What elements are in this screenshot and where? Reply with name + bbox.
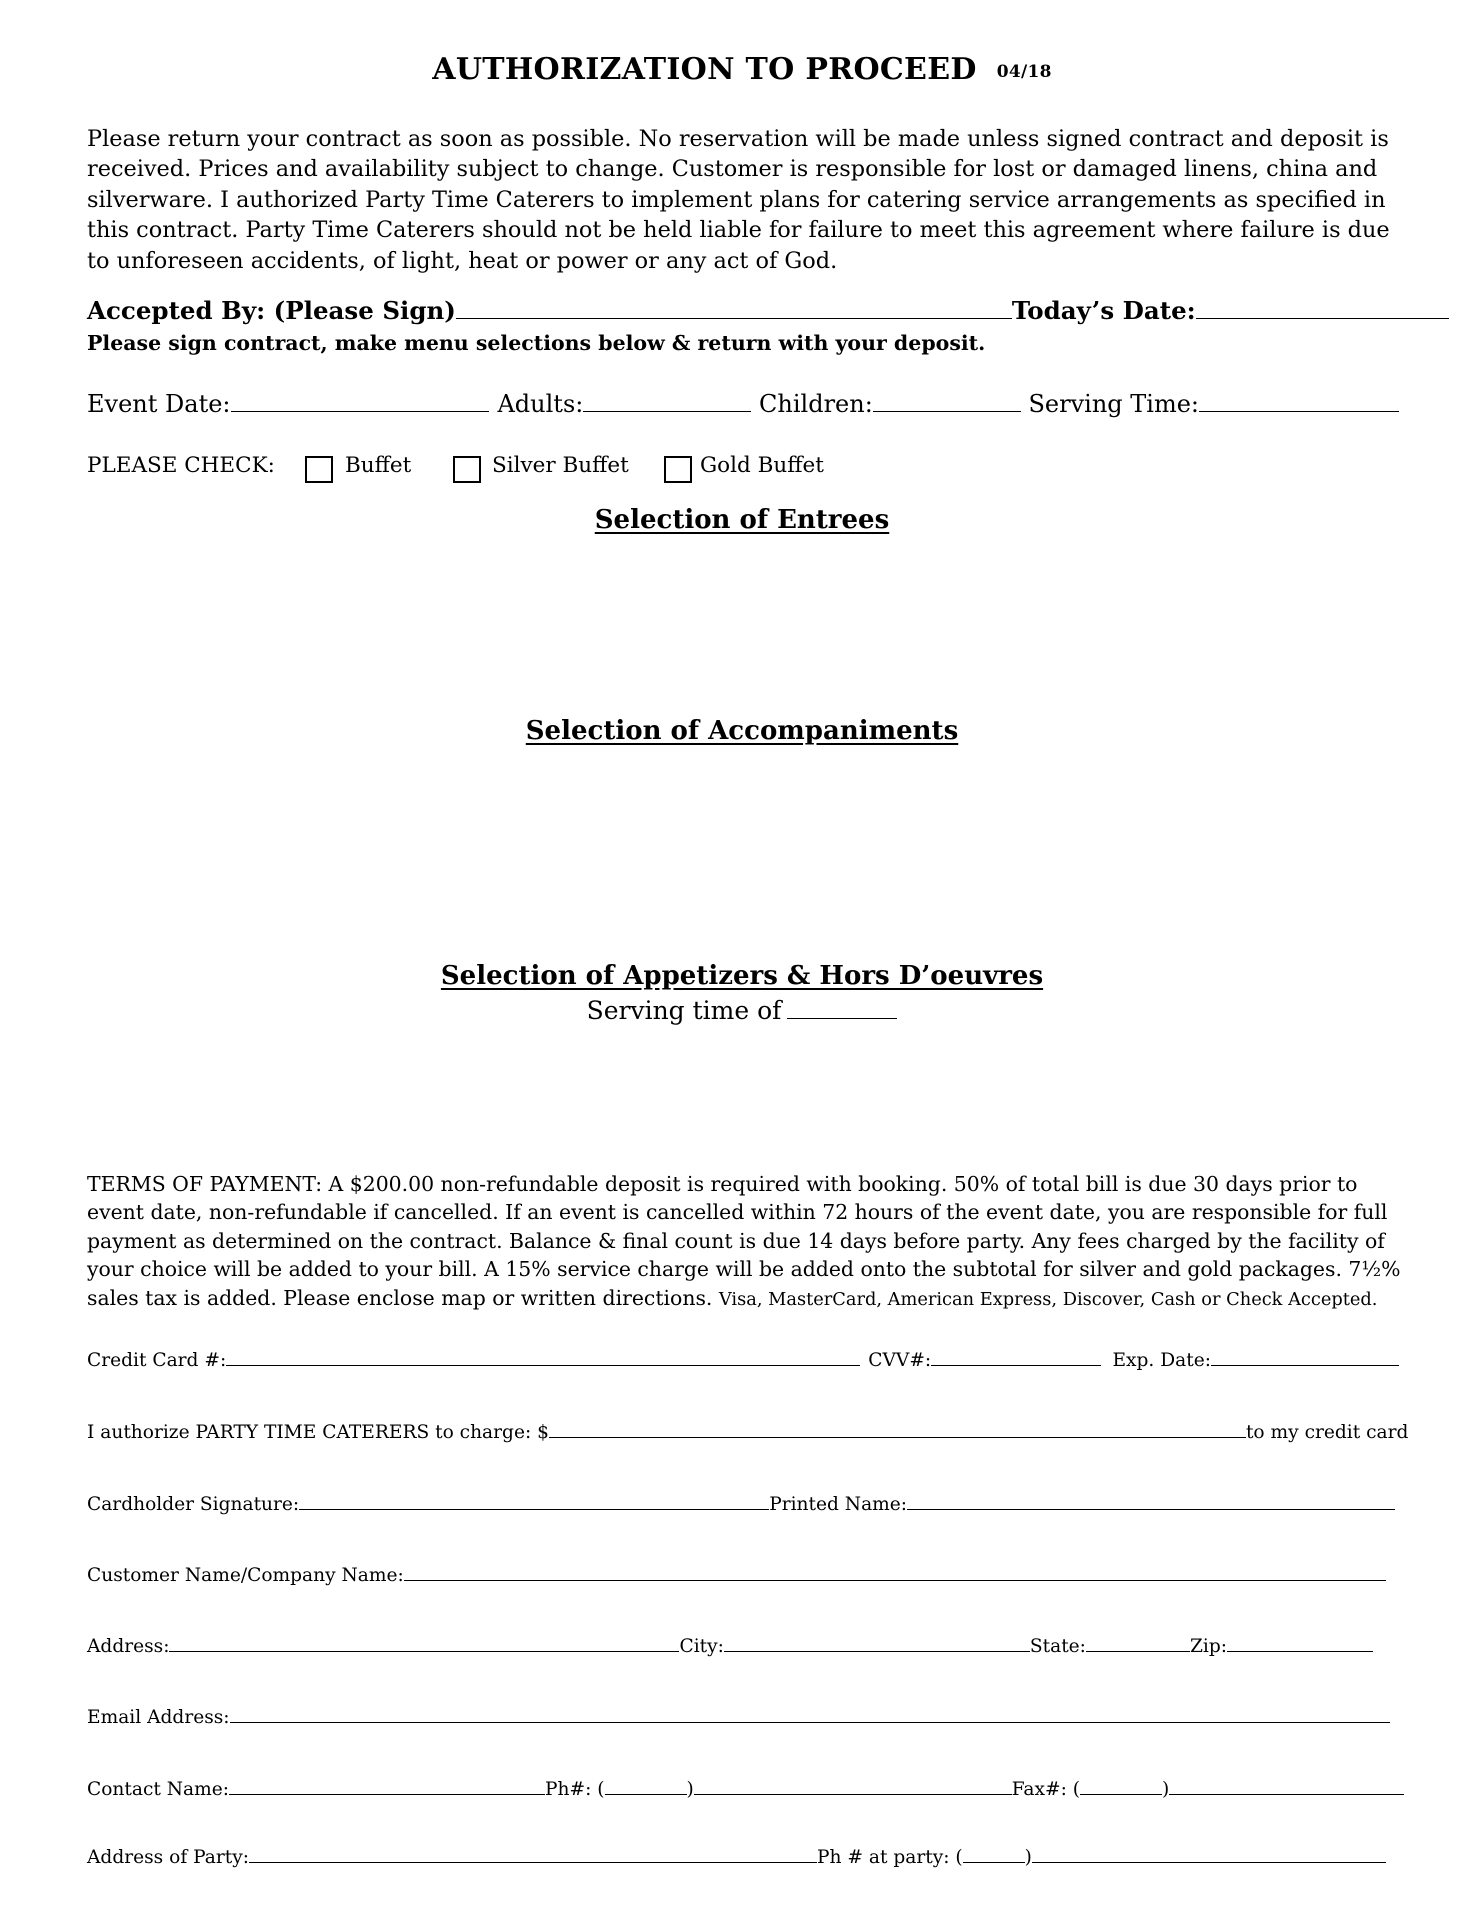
intro-paragraph: Please return your contract as soon as possible. No reservation will be made unless signed contract and deposit is received. Prices and availability subject to change. Customer is responsible for lost or damaged linens, china and silverware. I authorized Party Time Caterers to implement plans for catering service arrangements as specified in this contract. Party Time Caterers should not be held liable for failure to meet this agreement where failure is due to unforeseen accidents, of light, heat or power or any act of God.: [87, 126, 1390, 274]
event-date-label: Event Date:: [87, 390, 231, 418]
buffet-checkbox[interactable]: [305, 456, 333, 483]
phone-area-code-field[interactable]: [605, 1794, 687, 1795]
event-details-row: [87, 390, 1399, 418]
package-selection-row: [87, 453, 987, 487]
cvv-label: CVV#:: [868, 1350, 932, 1371]
gold-buffet-checkbox[interactable]: [664, 456, 692, 483]
cardholder-row: [87, 1494, 1399, 1515]
state-field[interactable]: [1086, 1651, 1190, 1652]
credit-card-label: Credit Card #:: [87, 1350, 227, 1371]
exp-date-label: Exp. Date:: [1112, 1350, 1211, 1371]
zip-field[interactable]: [1227, 1651, 1373, 1652]
appetizers-heading: Selection of Appetizers & Hors D’oeuvres: [440, 961, 1044, 991]
party-address-field[interactable]: [249, 1862, 817, 1863]
credit-card-field[interactable]: [226, 1365, 860, 1366]
silver-buffet-option-label: Silver Buffet: [492, 453, 629, 478]
exp-date-field[interactable]: [1211, 1365, 1399, 1366]
contact-row: [87, 1779, 1399, 1800]
to-credit-card-label: to my credit card: [1245, 1422, 1409, 1443]
city-label: City:: [679, 1636, 724, 1657]
serving-time-line[interactable]: [1199, 411, 1399, 412]
contact-name-field[interactable]: [229, 1794, 545, 1795]
entrees-heading: Selection of Entrees: [594, 505, 890, 535]
please-check-label: PLEASE CHECK:: [87, 453, 275, 478]
phone-paren-close: ): [686, 1779, 694, 1800]
state-label: State:: [1029, 1636, 1086, 1657]
customer-name-field[interactable]: [404, 1580, 1386, 1581]
event-date-line[interactable]: [231, 411, 489, 412]
fax-number-field[interactable]: [1169, 1794, 1404, 1795]
zip-label: Zip:: [1189, 1636, 1227, 1657]
buffet-option-label: Buffet: [345, 453, 412, 478]
form-version: 04/18: [996, 62, 1052, 82]
serving-time-label: Serving Time:: [1028, 390, 1200, 418]
appetizer-serving-time-line[interactable]: [787, 1018, 897, 1019]
terms-text: TERMS OF PAYMENT: A $200.00 non-refundable deposit is required with booking. 50% of total bill is due 30 days prior to event date, non-refundable if cancelled. If an event is cancelled within 72 hours of the event date, you are responsible for full payment as determined on the contract. Balance & final count is due 14 days before party. Any fees charged by the facility of your choice will be added to your bill. A 15% service charge will be added onto the subtotal for silver and gold packages. 7½% sales tax is added. Please enclose map or written directions.: [87, 1172, 1401, 1310]
title-text: AUTHORIZATION TO PROCEED: [432, 52, 977, 87]
serving-time-of-label: Serving time of: [586, 996, 782, 1025]
accepted-by-label: Accepted By: (Please Sign): [87, 296, 456, 325]
todays-date-line[interactable]: [1196, 318, 1449, 319]
ph-at-party-label: Ph # at party: (: [817, 1847, 963, 1868]
email-field[interactable]: [230, 1722, 1390, 1723]
city-field[interactable]: [724, 1651, 1030, 1652]
accepted-payments: Visa, MasterCard, American Express, Discover, Cash or Check Accepted.: [718, 1288, 1378, 1310]
phone-label: Ph#: (: [545, 1779, 605, 1800]
signature-line[interactable]: [456, 318, 1012, 319]
acceptance-row: [87, 296, 1399, 325]
cardholder-signature-field[interactable]: [299, 1509, 769, 1510]
cardholder-signature-label: Cardholder Signature:: [87, 1494, 300, 1515]
customer-name-label: Customer Name/Company Name:: [87, 1565, 404, 1586]
cvv-field[interactable]: [931, 1365, 1101, 1366]
printed-name-label: Printed Name:: [769, 1494, 908, 1515]
party-phone-area-code-field[interactable]: [963, 1862, 1025, 1863]
party-address-label: Address of Party:: [87, 1847, 249, 1868]
address-field[interactable]: [169, 1651, 679, 1652]
fax-paren-close: ): [1162, 1779, 1170, 1800]
fax-label: Fax#: (: [1011, 1779, 1081, 1800]
appetizer-serving-time: [0, 996, 1484, 1025]
sign-note: Please sign contract, make menu selections below & return with your deposit.: [87, 331, 986, 355]
customer-name-row: [87, 1565, 1399, 1586]
gold-buffet-option-label: Gold Buffet: [700, 453, 824, 478]
phone-number-field[interactable]: [694, 1794, 1012, 1795]
party-paren-close: ): [1024, 1847, 1032, 1868]
accompaniments-heading: Selection of Accompaniments: [525, 716, 959, 746]
contact-name-label: Contact Name:: [87, 1779, 230, 1800]
authorize-label: I authorize PARTY TIME CATERERS to charge: $: [87, 1422, 549, 1443]
charge-amount-field[interactable]: [549, 1437, 1246, 1438]
email-row: [87, 1707, 1399, 1728]
children-line[interactable]: [873, 411, 1021, 412]
form-title: [0, 52, 1484, 87]
children-label: Children:: [759, 390, 873, 418]
terms-of-payment: [87, 1170, 1417, 1314]
address-row: [87, 1636, 1399, 1657]
party-phone-number-field[interactable]: [1032, 1862, 1386, 1863]
authorize-charge-row: [87, 1422, 1409, 1443]
email-label: Email Address:: [87, 1707, 230, 1728]
silver-buffet-checkbox[interactable]: [453, 456, 481, 483]
fax-area-code-field[interactable]: [1080, 1794, 1162, 1795]
adults-label: Adults:: [497, 390, 584, 418]
todays-date-label: Today’s Date:: [1011, 296, 1196, 325]
address-label: Address:: [87, 1636, 170, 1657]
credit-card-row: [87, 1350, 1399, 1371]
printed-name-field[interactable]: [907, 1509, 1395, 1510]
adults-line[interactable]: [583, 411, 751, 412]
party-address-row: [87, 1847, 1399, 1868]
